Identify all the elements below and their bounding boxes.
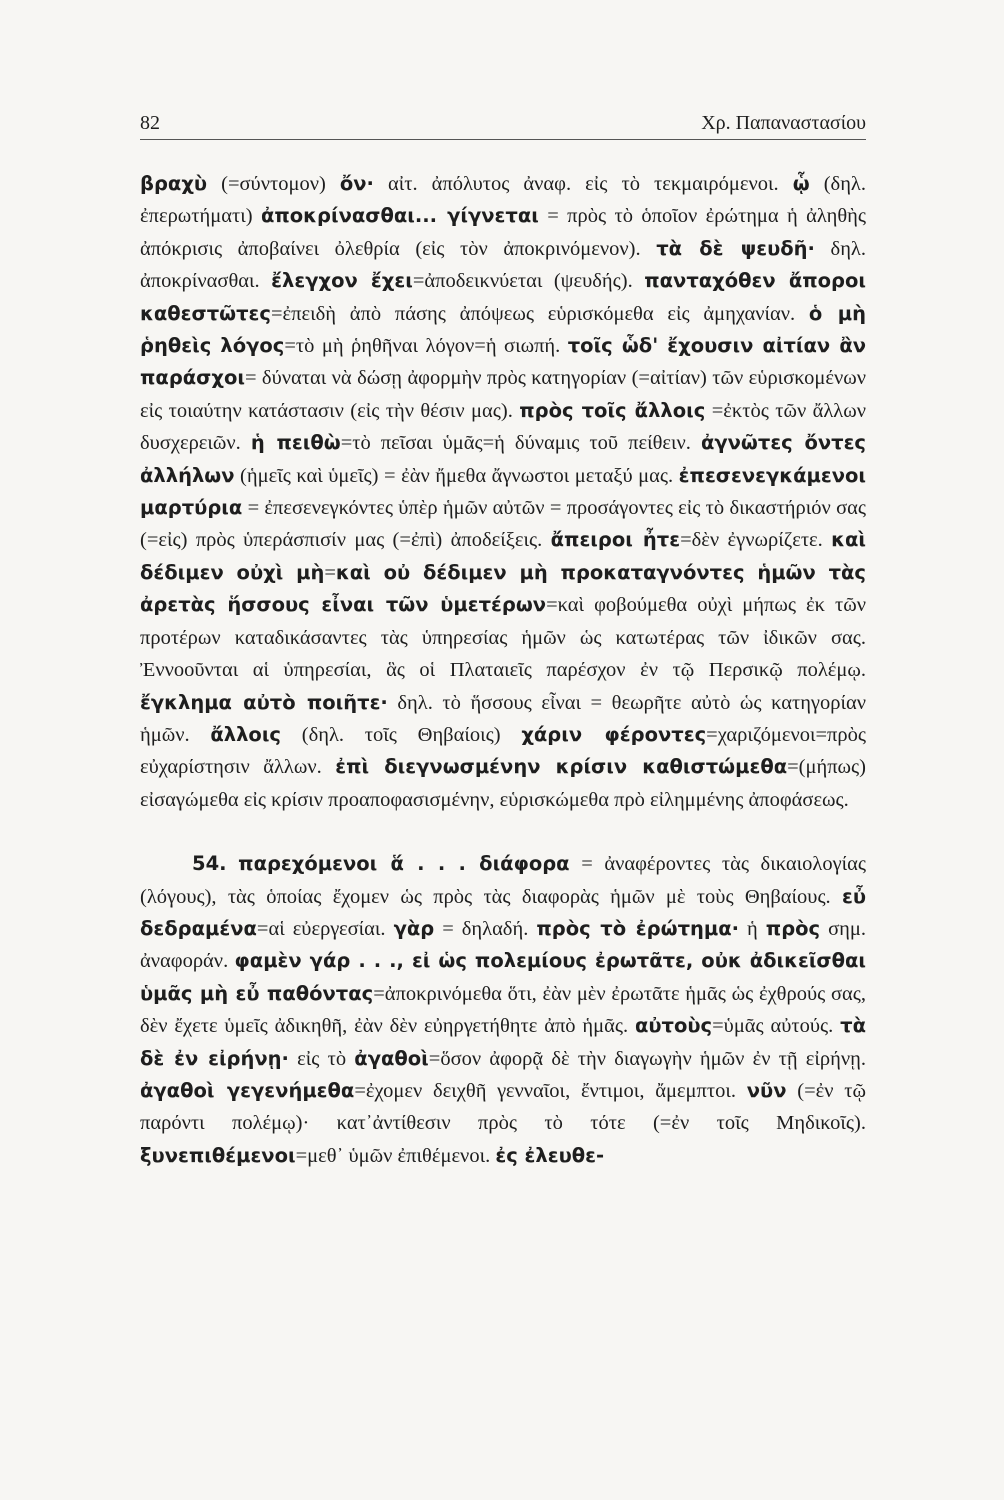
lemma: πανταχόθεν ἄποροι καθεστῶτες [140, 269, 867, 325]
gloss: =τὸ πεῖσαι ὑμᾶς=ἡ δύναμις τοῦ πείθειν. [340, 432, 701, 455]
gloss: δηλ. ἀποκρίνασθαι. [140, 237, 866, 293]
lemma: νῦν [746, 1078, 787, 1102]
lemma: ἀγαθοὶ [354, 1046, 429, 1070]
body-text [140, 168, 866, 1172]
lemma: ἀγνῶτες ὄντες ἀλλήλων [140, 431, 866, 487]
lemma: ἔλεγχον ἔχει [271, 269, 413, 293]
gloss: = ἐπεσενεγκόντες ὑπὲρ ἡμῶν αὐτῶν = προσάγοντες εἰς τὸ δικαστήριόν σας (=εἰς) πρὸς ὑπεράσπισίν μας (=ἐπὶ) ἀποδείξεις. [140, 497, 866, 552]
gloss: =ἀποκρινόμεθα ὅτι, ἐὰν μὲν ἐρωτᾶτε ἡμᾶς ὡς ἐχθρούς σας, δὲν ἔχετε ὑμεῖς ἀδικηθῆ, ἐὰν δὲν εὐηργετήθητε ἀπὸ ἡμᾶς. [140, 982, 866, 1038]
lemma: ἀγαθοὶ γεγενήμεθα [140, 1078, 355, 1102]
gloss: =καὶ φοβούμεθα οὐχὶ μήπως ἐκ τῶν προτέρων καταδικάσαντες τὰς ὑπηρεσίας ἡμῶν ὡς κατωτέρας τῶν ἰδικῶν σας. Ἐννοοῦνται αἱ ὑπηρεσίαι, ἃς οἱ Πλαταιεῖς παρέσχον ἐν τῷ Περσικῷ πολέμῳ. [140, 594, 866, 682]
gloss: σημ. ἀναφοράν. [140, 917, 866, 973]
gloss: =τὸ μὴ ῥηθῆναι λόγον=ἡ σιωπή. [284, 335, 568, 358]
gloss: = πρὸς τὸ ὁποῖον ἐρώτημα ἡ ἀληθὴς ἀπόκρισις ἀποβαίνει ὀλεθρία (εἰς τὸν ἀποκρινόμενον). [140, 205, 867, 260]
gloss: =μεθ᾽ ὑμῶν ἐπιθέμενοι. [295, 1144, 496, 1167]
gloss: =χαριζόμενοι=πρὸς εὐχαρίστησιν ἄλλων. [140, 723, 866, 779]
lemma: τὰ δὲ ἐν εἰρήνῃ· [140, 1014, 866, 1070]
lemma: ἐπεσενεγκάμενοι μαρτύρια [140, 463, 866, 520]
gloss: (δηλ. ἐπερωτήματι) [140, 173, 866, 228]
lemma: ἄλλοις [210, 722, 281, 746]
gloss: (=ἐν τῷ παρόντι πολέμῳ)· κατ᾽ἀντίθεσιν πρὸς τὸ τότε (=ἐν τοῖς Μηδικοῖς). [140, 1079, 866, 1135]
gloss: = δηλαδή. [434, 917, 537, 940]
gloss: (δηλ. τοῖς Θηβαίοις) [281, 723, 522, 746]
gloss: = ἀναφέροντες τὰς δικαιολογίας (λόγους), τὰς ὁποίας ἔχομεν ὡς πρὸς τὰς διαφορὰς ἡμῶν μὲ τοὺς Θηβαίους. [140, 853, 867, 908]
running-title: Χρ. Παπαναστασίου [701, 112, 866, 134]
lemma: πρὸς τὸ ἐρώτημα· [536, 916, 740, 940]
gloss: =ἐχομεν δειχθῆ γενναῖοι, ἔντιμοι, ἄμεμπτοι. [354, 1079, 747, 1102]
lemma: αὐτοὺς [634, 1014, 713, 1038]
gloss: =ἀποδεικνύεται (ψευδής). [412, 270, 645, 293]
gloss: αἰτ. ἀπόλυτος ἀναφ. εἰς τὸ τεκμαιρόμενοι. [373, 173, 793, 195]
lemma: χάριν φέροντες [521, 722, 707, 746]
lemma: τοῖς ὧδ' ἔχουσιν αἰτίαν ἂν παράσχοι [140, 334, 866, 390]
lemma: τὰ δὲ ψευδῆ· [656, 236, 815, 260]
lemma: γὰρ [393, 916, 435, 940]
gloss: (=σύντομον) [207, 173, 340, 195]
lemma: εὖ δεδραμένα [140, 884, 866, 940]
lemma: ᾧ [792, 172, 810, 195]
gloss: ἡ [739, 917, 766, 940]
section-number: 54. [192, 852, 227, 876]
lemma: πρὸς [765, 916, 821, 940]
gloss: = [324, 561, 336, 584]
lemma: βραχὺ [140, 172, 208, 195]
lemma: ὄν· [339, 172, 374, 195]
gloss: =(μήπως) εἰσαγώμεθα εἰς κρίσιν προαποφασισμένην, εὑρισκώμεθα πρὸ εἰλημμένης ἀποφάσεως. [140, 756, 866, 811]
page-number: 82 [140, 112, 160, 134]
gloss: εἰς τὸ [288, 1047, 355, 1070]
lemma: ἐπὶ διεγνωσμένην κρίσιν καθιστώμεθα [335, 755, 788, 779]
gloss: =ἐκτὸς τῶν ἄλλων δυσχερειῶν. [140, 399, 866, 455]
lemma: ἔγκλημα αὐτὸ ποιῆτε· [140, 690, 388, 714]
gloss: = δύναται νὰ δώσῃ ἀφορμὴν πρὸς κατηγορίαν (=αἰτίαν) τῶν εὑρισκομένων εἰς τοιαύτην κατάστασιν (εἰς τὴν θέσιν μας). [140, 367, 866, 422]
lemma: ἐς ἐλευθε- [495, 1143, 605, 1167]
lemma: ξυνεπιθέμενοι [140, 1143, 296, 1167]
lemma: καὶ δέδιμεν οὐχὶ μὴ [140, 528, 867, 584]
gloss: =ὅσον ἀφορᾷ δὲ τὴν διαγωγὴν ἡμῶν ἐν τῇ εἰρήνῃ. [428, 1047, 866, 1070]
lemma: παρεχόμενοι ἅ . . . διάφορα [238, 852, 570, 876]
lemma: ὁ μὴ ῥηθεὶς λόγος [140, 301, 866, 358]
lemma: ἀποκρίνασθαι... γίγνεται [260, 204, 539, 228]
gloss: δηλ. τὸ ἥσσους εἶναι = θεωρῆτε αὐτὸ ὡς κατηγορίαν ἡμῶν. [140, 691, 866, 746]
gloss: (ἡμεῖς καὶ ὑμεῖς) = ἐὰν ἤμεθα ἄγνωστοι μεταξύ μας. [234, 464, 679, 487]
gloss: =ἐπειδὴ ἀπὸ πάσης ἀπόψεως εὑρισκόμεθα εἰς ἀμηχανίαν. [270, 302, 809, 325]
lemma: φαμὲν γάρ . . ., εἰ ὡς πολεμίους ἐρωτᾶτε, οὐκ ἀδικεῖσθαι ὑμᾶς μὴ εὖ παθόντας [140, 949, 866, 1005]
gloss: =αἱ εὐεργεσίαι. [256, 917, 394, 940]
paragraph [140, 168, 866, 816]
paragraph [140, 848, 866, 1172]
running-header [140, 112, 866, 140]
lemma: καὶ οὐ δέδιμεν μὴ προκαταγνόντες ἡμῶν τὰς ἀρετὰς ἥσσους εἶναι τῶν ὑμετέρων [140, 560, 866, 617]
gloss: =ὑμᾶς αὐτούς. [712, 1015, 841, 1038]
lemma: ἄπειροι ἦτε [550, 528, 681, 552]
lemma: ἡ πειθὼ [250, 431, 341, 455]
lemma: πρὸς τοῖς ἄλλοις [519, 398, 706, 422]
gloss: =δὲν ἐγνωρίζετε. [680, 529, 832, 552]
